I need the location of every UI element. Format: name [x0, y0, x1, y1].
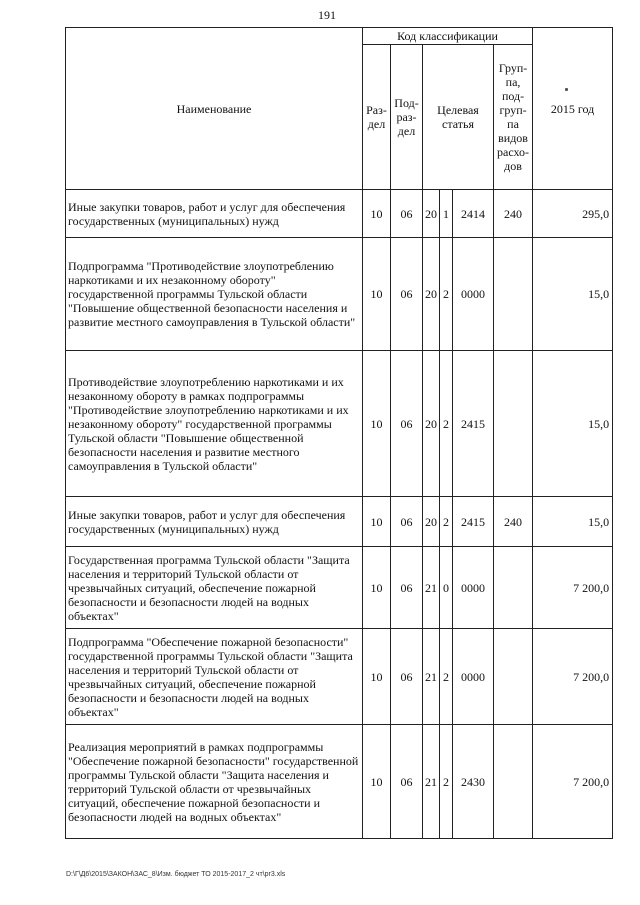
row-razdel: 10	[363, 497, 391, 547]
row-vr: 240	[494, 497, 533, 547]
table-row	[66, 190, 613, 238]
row-razdel: 10	[363, 190, 391, 238]
row-vr: 240	[494, 190, 533, 238]
header-expense-group-line: дов	[504, 159, 522, 173]
row-vr	[494, 725, 533, 839]
row-cs3: 0000	[453, 629, 494, 725]
header-target-article	[423, 45, 494, 190]
row-cs1: 21	[423, 629, 440, 725]
table-row	[66, 238, 613, 351]
page-number: 191	[318, 8, 336, 22]
row-name: Иные закупки товаров, работ и услуг для обеспечения государственных (муниципальных) нужд	[66, 497, 363, 547]
row-razdel: 10	[363, 629, 391, 725]
row-cs3: 0000	[453, 238, 494, 351]
table-row	[66, 725, 613, 839]
row-vr	[494, 547, 533, 629]
row-name: Реализация мероприятий в рамках подпрограммы "Обеспечение пожарной безопасности" государственной программы Тульской области "Защита населения и территорий Тульской области от чрезвычайных ситуаций, обеспечение пожарной безопасности и безопасности людей на водных объектах"	[66, 725, 363, 839]
table-row	[66, 629, 613, 725]
row-cs1: 21	[423, 725, 440, 839]
header-expense-group-line: па	[507, 117, 519, 131]
header-expense-group-line: под-	[501, 89, 525, 103]
header-expense-group-line: Груп-	[498, 61, 528, 75]
scan-speck	[565, 88, 568, 91]
table-row	[66, 547, 613, 629]
row-razdel: 10	[363, 351, 391, 497]
row-cs2: 2	[440, 629, 453, 725]
row-cs3: 0000	[453, 547, 494, 629]
row-cs1: 21	[423, 547, 440, 629]
table-row	[66, 351, 613, 497]
file-path-footer: D:\Г\Д6\2015\ЗАКОН\ЗАС_8\Изм. бюджет ТО 2015-2017_2 чт\pr3.xls	[66, 871, 286, 878]
header-subsection-line: Под-	[394, 96, 419, 110]
row-cs2: 2	[440, 725, 453, 839]
row-razdel: 10	[363, 547, 391, 629]
row-cs1: 20	[423, 351, 440, 497]
header-expense-group	[494, 45, 533, 190]
row-name: Подпрограмма "Обеспечение пожарной безопасности" государственной программы Тульской области "Защита населения и территорий Тульской области от чрезвычайных ситуаций, обеспечение пожарной безопасности и безопасности людей на водных объектах"	[66, 629, 363, 725]
header-code-group: Код классификации	[363, 28, 533, 45]
row-name: Государственная программа Тульской области "Защита населения и территорий Тульской области от чрезвычайных ситуаций, обеспечение пожарной безопасности и безопасности людей на водных объектах"	[66, 547, 363, 629]
header-expense-group-line: видов	[498, 131, 528, 145]
row-podrazdel: 06	[391, 547, 423, 629]
row-name: Противодействие злоупотреблению наркотиками и их незаконному обороту в рамках подпрограммы "Противодействие злоупотреблению наркотиками и их незаконному обороту" государственной программы Тульской области "Повышение общественной безопасности населения и развитие местного самоуправления в Тульской области"	[66, 351, 363, 497]
row-amount: 7 200,0	[533, 547, 613, 629]
row-cs1: 20	[423, 497, 440, 547]
row-cs3: 2415	[453, 497, 494, 547]
row-podrazdel: 06	[391, 725, 423, 839]
row-cs2: 2	[440, 351, 453, 497]
row-amount: 7 200,0	[533, 725, 613, 839]
header-target-article-line: Целевая	[437, 103, 479, 117]
row-podrazdel: 06	[391, 190, 423, 238]
row-razdel: 10	[363, 238, 391, 351]
row-vr	[494, 351, 533, 497]
header-subsection-line: дел	[397, 124, 416, 138]
header-section	[363, 45, 391, 190]
row-vr	[494, 238, 533, 351]
header-expense-group-line: груп-	[499, 103, 527, 117]
row-cs3: 2414	[453, 190, 494, 238]
row-cs1: 20	[423, 190, 440, 238]
header-section-line: дел	[367, 117, 386, 131]
row-cs2: 2	[440, 497, 453, 547]
row-cs2: 0	[440, 547, 453, 629]
header-subsection-line: раз-	[396, 110, 417, 124]
row-cs1: 20	[423, 238, 440, 351]
row-amount: 15,0	[533, 351, 613, 497]
header-subsection	[391, 45, 423, 190]
row-cs3: 2415	[453, 351, 494, 497]
row-vr	[494, 629, 533, 725]
header-name: Наименование	[66, 28, 363, 190]
row-podrazdel: 06	[391, 238, 423, 351]
header-target-article-line: статья	[442, 117, 474, 131]
table-row	[66, 497, 613, 547]
row-cs2: 2	[440, 238, 453, 351]
row-razdel: 10	[363, 725, 391, 839]
budget-table	[65, 27, 613, 839]
row-amount: 7 200,0	[533, 629, 613, 725]
header-expense-group-line: расхо-	[497, 145, 530, 159]
row-podrazdel: 06	[391, 629, 423, 725]
header-year	[533, 28, 613, 190]
row-amount: 295,0	[533, 190, 613, 238]
header-expense-group-line: па,	[505, 75, 521, 89]
row-cs3: 2430	[453, 725, 494, 839]
header-section-line: Раз-	[366, 103, 387, 117]
row-name: Иные закупки товаров, работ и услуг для обеспечения государственных (муниципальных) нужд	[66, 190, 363, 238]
row-cs2: 1	[440, 190, 453, 238]
row-podrazdel: 06	[391, 497, 423, 547]
row-name: Подпрограмма "Противодействие злоупотреблению наркотиками и их незаконному обороту" государственной программы Тульской области "Повышение общественной безопасности населения и развитие местного самоуправления в Тульской области"	[66, 238, 363, 351]
row-amount: 15,0	[533, 238, 613, 351]
row-amount: 15,0	[533, 497, 613, 547]
header-year-label: 2015 год	[550, 101, 595, 116]
row-podrazdel: 06	[391, 351, 423, 497]
